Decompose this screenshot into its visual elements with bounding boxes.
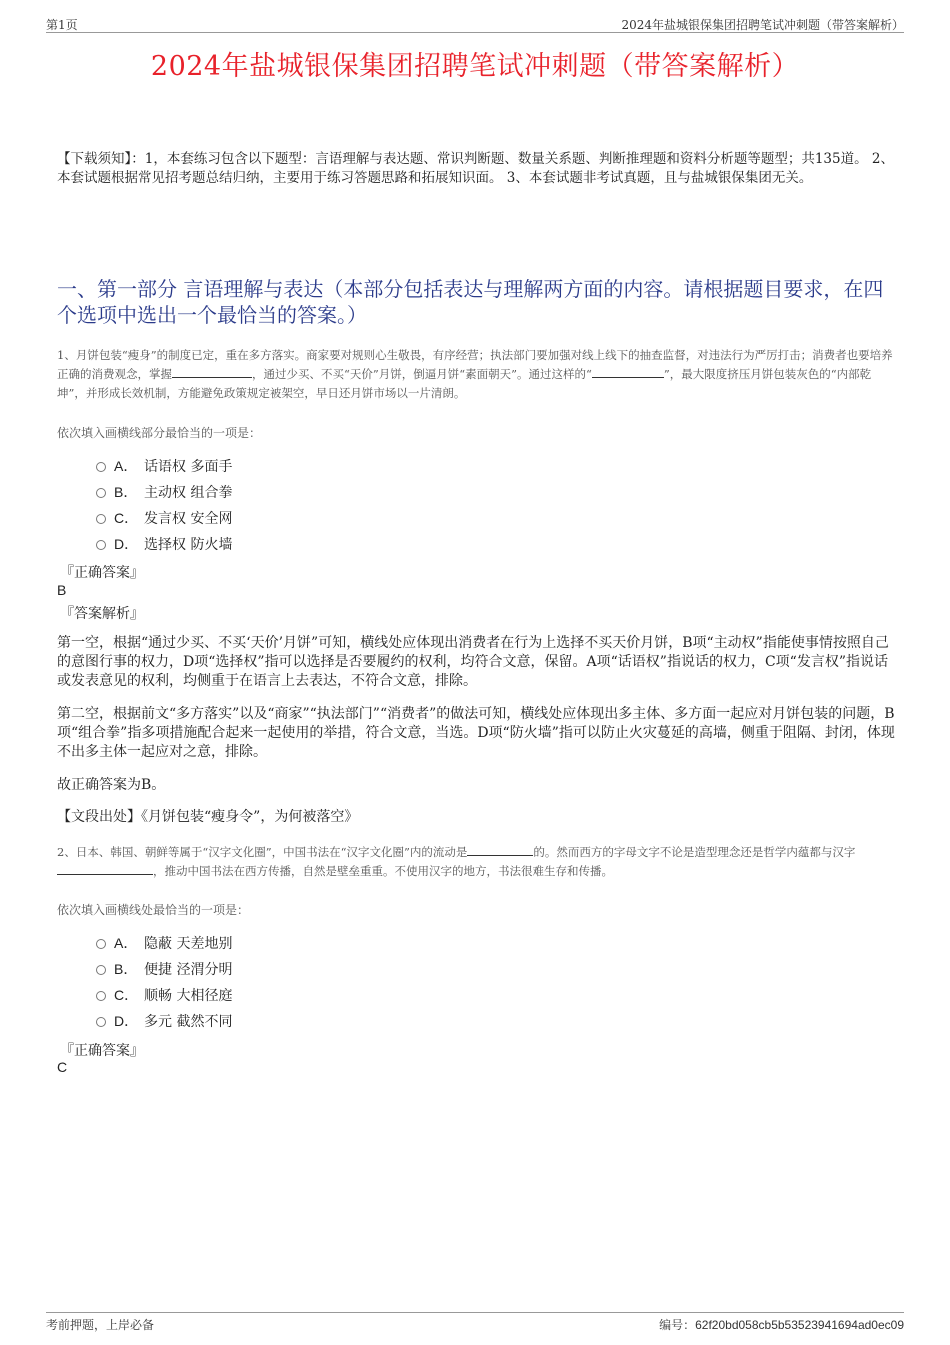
footer-slogan: 考前押题，上岸必备: [46, 1318, 155, 1332]
footer-code: 编号：62f20bd058cb5b53523941694ad0ec09: [659, 1318, 904, 1332]
q2-stem-part-c: ，推动中国书法在西方传播，自然是壁垒重重。不使用汉字的地方，书法很难生存和传播。: [153, 864, 613, 878]
section-heading: 一、第一部分 言语理解与表达（本部分包括表达与理解两方面的内容。请根据题目要求，在四个选项中选出一个最恰当的答案。）: [57, 277, 884, 327]
q1-blank-2: [592, 365, 664, 378]
q1-options: [96, 456, 232, 560]
q1-analysis-1: 第一空，根据“通过少买、不买‘天价’月饼”可知，横线处应体现出消费者在行为上选择不买天价月饼，B项“主动权”指能使事情按照自己的意图行事的权力，D项“选择权”指可以选择是否要履约的权利，均符合文意，保留。A项“话语权”指说话的权力，C项“发言权”指说话或发表意见的权利，均侧重于在语言上去表达，不符合文意，排除。: [57, 635, 889, 689]
q2-prompt: 依次填入画横线处最恰当的一项是：: [57, 903, 250, 917]
document-title: 2024年盐城银保集团招聘笔试冲刺题（带答案解析）: [150, 51, 800, 82]
q2-option-b[interactable]: B． 便捷 泾渭分明: [96, 959, 232, 985]
q1-option-d[interactable]: D． 选择权 防火墙: [96, 534, 232, 560]
q1-option-a[interactable]: A． 话语权 多面手: [96, 456, 232, 482]
radio-icon[interactable]: [96, 540, 106, 550]
page-footer: [46, 1312, 904, 1333]
q1-prompt: 依次填入画横线部分最恰当的一项是：: [57, 426, 262, 440]
q1-answer: B: [57, 582, 67, 598]
q1-analysis-2: 第二空，根据前文“多方落实”以及“商家”“执法部门”“消费者”的做法可知，横线处应体现出多主体、多方面一起应对月饼包装的问题，B项“组合拳”指多项措施配合起来一起使用的举措，符合文意，当选。D项“防火墙”指可以防止火灾蔓延的高墙，侧重于阻隔、封闭，体现不出多主体一起应对之意，排除。: [57, 706, 895, 760]
q2-option-d[interactable]: D． 多元 截然不同: [96, 1011, 232, 1037]
question-1-stem: [57, 346, 897, 403]
radio-icon[interactable]: [96, 991, 106, 1001]
q2-options: [96, 933, 232, 1037]
download-notice: 【下载须知】：1，本套练习包含以下题型：言语理解与表达题、常识判断题、数量关系题、判断推理题和资料分析题等题型；共135道。 2、本套试题根据常见招考题总结归纳，主要用于练习答题思路和拓展知识面。 3、本套试题非考试真题，且与盐城银保集团无关。: [57, 151, 894, 186]
q2-option-c[interactable]: C． 顺畅 大相径庭: [96, 985, 232, 1011]
q1-option-c[interactable]: C． 发言权 安全网: [96, 508, 232, 534]
radio-icon[interactable]: [96, 488, 106, 498]
page-number: 第1页: [46, 18, 78, 32]
q1-conclusion: 故正确答案为B。: [57, 777, 166, 793]
page-header: [46, 14, 904, 33]
q2-blank-2: [57, 862, 153, 875]
q2-blank-1: [467, 843, 533, 856]
q2-answer-label: 『正确答案』: [60, 1043, 144, 1059]
q1-option-b[interactable]: B． 主动权 组合拳: [96, 482, 232, 508]
q1-stem-part-a: 1、月饼包装“瘦身”的制度已定，重在多方落实。商家要对规则心生敬畏，有序经营；执法部门要加强对线上线下的抽查监督，对违法行为严厉打击；消费者也要培养正确的消费观念，掌握: [57, 348, 893, 381]
radio-icon[interactable]: [96, 939, 106, 949]
q2-answer: C: [57, 1059, 68, 1075]
q1-blank-1: [172, 365, 252, 378]
q2-option-a[interactable]: A． 隐蔽 天差地别: [96, 933, 232, 959]
radio-icon[interactable]: [96, 965, 106, 975]
radio-icon[interactable]: [96, 462, 106, 472]
q1-answer-label: 『正确答案』: [60, 565, 144, 581]
q2-stem-part-b: 的。然而西方的字母文字不论是造型理念还是哲学内蕴都与汉字: [533, 845, 856, 859]
q1-source: 【文段出处】《月饼包装“瘦身令”，为何被落空》: [57, 809, 359, 825]
q1-stem-part-c: ”，最大限度挤压月饼包装灰色的“内部乾坤”，并形成长效机制，方能避免政策规定被架空，早日还月饼市场以一片清朗。: [57, 367, 872, 400]
header-doc-title: 2024年盐城银保集团招聘笔试冲刺题（带答案解析）: [621, 18, 904, 32]
q1-stem-part-b: ，通过少买、不买“天价”月饼，倒逼月饼“素面朝天”。通过这样的“: [252, 367, 592, 381]
q2-stem-part-a: 2、日本、韩国、朝鲜等属于“汉字文化圈”，中国书法在“汉字文化圈”内的流动是: [57, 845, 468, 859]
radio-icon[interactable]: [96, 514, 106, 524]
question-2-stem: [57, 843, 897, 881]
radio-icon[interactable]: [96, 1017, 106, 1027]
q1-analysis-label: 『答案解析』: [60, 606, 144, 622]
